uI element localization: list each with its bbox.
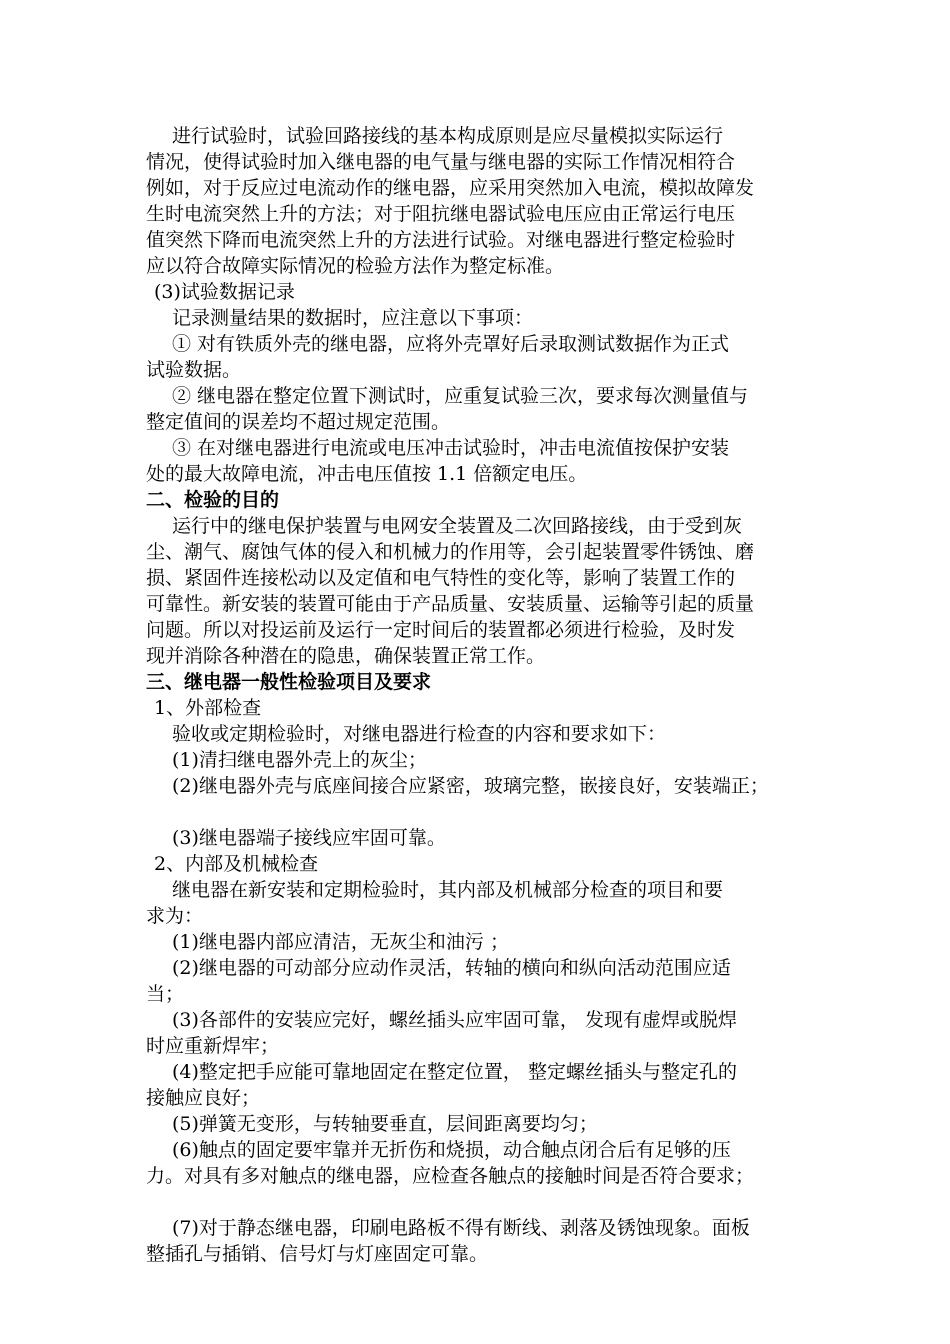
list-item: (3)继电器端子接线应牢固可靠。 [172,827,446,849]
list-item-continuation: 时应重新焊牢； [146,1035,280,1057]
list-item-continuation: 试验数据。 [146,359,242,381]
list-item: (7)对于静态继电器，印刷电路板不得有断线、剥落及锈蚀现象。面板 [172,1217,750,1239]
paragraph-line: 损、紧固件连接松动以及定值和电气特性的变化等，影响了装置工作的 [146,567,736,589]
paragraph-line: 尘、潮气、腐蚀气体的侵入和机械力的作用等，会引起装置零件锈蚀、磨 [146,541,755,563]
paragraph-line: 现并消除各种潜在的隐患，确保装置正常工作。 [146,645,546,667]
list-item-continuation: 整插孔与插销、信号灯与灯座固定可靠。 [146,1243,489,1265]
list-item: (1)继电器内部应清洁，无灰尘和油污 ； [172,931,509,953]
list-item: (2)继电器外壳与底座间接合应紧密，玻璃完整，嵌接良好，安装端正； [172,775,769,797]
paragraph-line: 可靠性。新安装的装置可能由于产品质量、安装质量、运输等引起的质量 [146,593,755,615]
subheading: 1、外部检查 [154,697,262,719]
paragraph-line: 继电器在新安装和定期检验时，其内部及机械部分检查的项目和要 [172,879,724,901]
paragraph-line: 应以符合故障实际情况的检验方法作为整定标准。 [146,255,565,277]
section-heading: 三、继电器一般性检验项目及要求 [146,671,432,693]
paragraph-line: 进行试验时，试验回路接线的基本构成原则是应尽量模拟实际运行 [172,125,724,147]
paragraph-line: 验收或定期检验时，对继电器进行检查的内容和要求如下： [172,723,667,745]
list-item: (2)继电器的可动部分应动作灵活，转轴的横向和纵向活动范围应适 [172,957,731,979]
list-item: (4)整定把手应能可靠地固定在整定位置， 整定螺丝插头与整定孔的 [172,1061,737,1083]
list-item: ① 对有铁质外壳的继电器，应将外壳罩好后录取测试数据作为正式 [172,333,730,355]
list-item-continuation: 力。对具有多对触点的继电器，应检查各触点的接触时间是否符合要求； [146,1165,755,1187]
list-item-continuation: 接触应良好； [146,1087,261,1109]
list-item: (6)触点的固定要牢靠并无折伤和烧损，动合触点闭合后有足够的压 [172,1139,731,1161]
paragraph-line: 记录测量结果的数据时，应注意以下事项： [172,307,534,329]
paragraph-line: 例如，对于反应过电流动作的继电器，应采用突然加入电流，模拟故障发 [146,177,755,199]
list-item: (5)弹簧无变形，与转轴要垂直，层间距离要均匀； [172,1113,598,1135]
list-item-continuation: 当； [146,983,185,1005]
list-item: (1)清扫继电器外壳上的灰尘； [172,749,427,771]
section-heading: 二、检验的目的 [146,489,280,511]
list-item: (3)各部件的安装应完好，螺丝插头应牢固可靠， 发现有虚焊或脱焊 [172,1009,737,1031]
subheading: (3)试验数据记录 [154,281,295,303]
paragraph-line: 问题。所以对投运前及运行一定时间后的装置都必须进行检验，及时发 [146,619,736,641]
list-item-continuation: 整定值间的误差均不超过规定范围。 [146,411,451,433]
subheading: 2、内部及机械检查 [154,853,319,875]
paragraph-line: 情况，使得试验时加入继电器的电气量与继电器的实际工作情况相符合 [146,151,736,173]
list-item-continuation: 处的最大故障电流，冲击电压值按 1.1 倍额定电压。 [146,463,588,485]
paragraph-line: 生时电流突然上升的方法；对于阻抗继电器试验电压应由正常运行电压 [146,203,736,225]
paragraph-line: 运行中的继电保护装置与电网安全装置及二次回路接线，由于受到灰 [172,515,743,537]
list-item: ② 继电器在整定位置下测试时，应重复试验三次，要求每次测量值与 [172,385,749,407]
paragraph-line: 求为： [146,905,204,927]
list-item: ③ 在对继电器进行电流或电压冲击试验时，冲击电流值按保护安装 [172,437,730,459]
paragraph-line: 值突然下降而电流突然上升的方法进行试验。对继电器进行整定检验时 [146,229,736,251]
